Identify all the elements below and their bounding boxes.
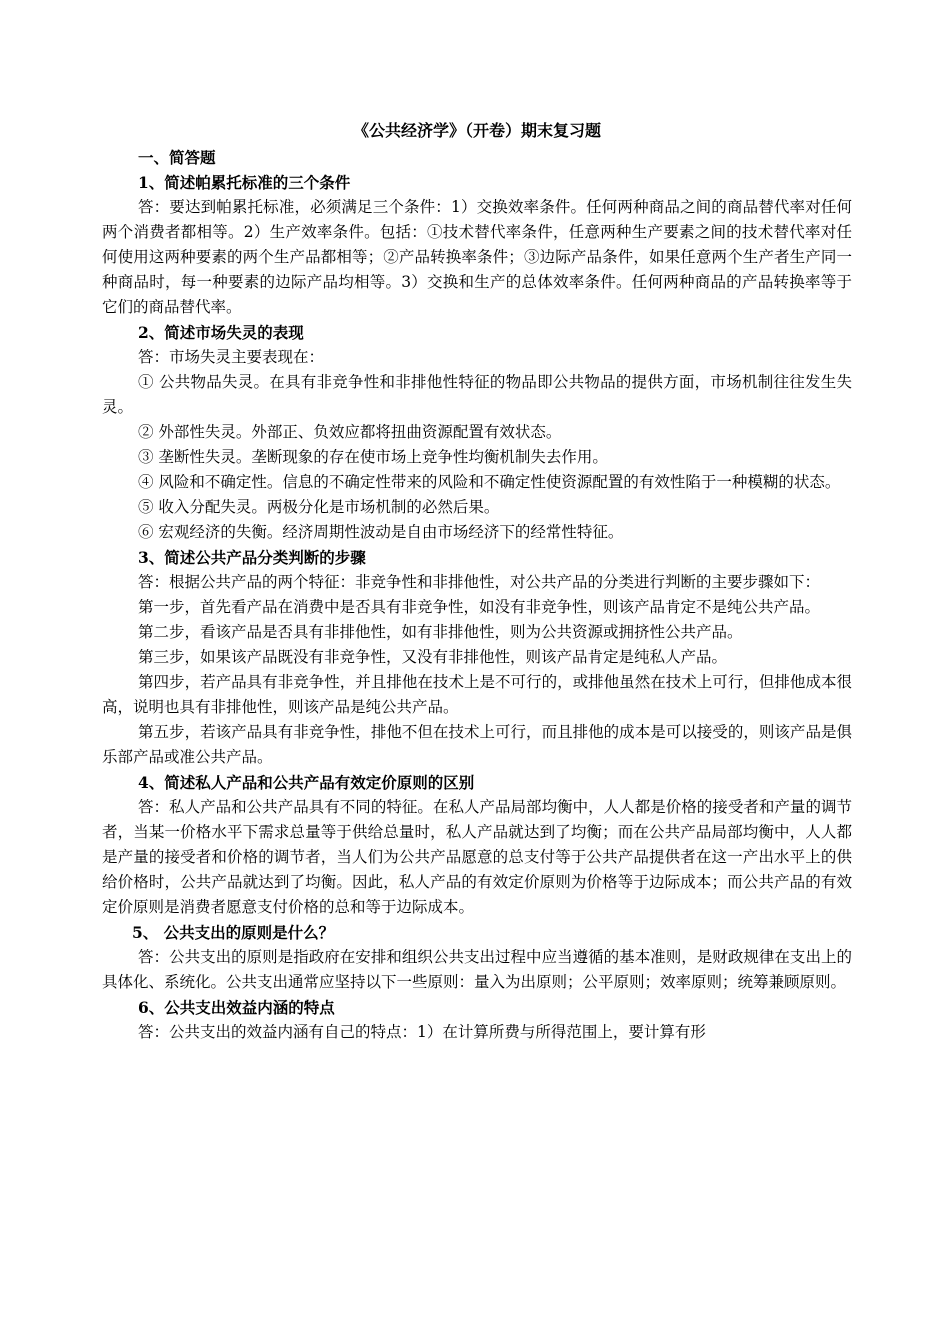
question-heading-3: 3、简述公共产品分类判断的步骤: [138, 548, 366, 567]
answer-paragraph: 答：要达到帕累托标准，必须满足三个条件：1）交换效率条件。任何两种商品之间的商品替代率对任何两个消费者都相等。2）生产效率条件。包括：①技术替代率条件，任意两种生产要素之间的技术替代率对任何使用这两种要素的两个生产品都相等；②产品转换率条件；③边际产品条件，如果任意两个生产者生产同一种商品时，每一种要素的边际产品均相等。3）交换和生产的总体效率条件。任何两种商品的产品转换率等于它们的商品替代率。: [102, 198, 852, 316]
answer-paragraph: ① 公共物品失灵。在具有非竞争性和非排他性特征的物品即公共物品的提供方面，市场机制往往发生失灵。: [102, 373, 852, 416]
document-page: [102, 118, 852, 1045]
document-title: 《公共经济学》（开卷）期末复习题: [352, 121, 601, 140]
answer-paragraph: ④ 风险和不确定性。信息的不确定性带来的风险和不确定性使资源配置的有效性陷于一种模糊的状态。: [138, 473, 841, 491]
answer-paragraph: 第四步，若产品具有非竞争性，并且排他在技术上是不可行的，或排他虽然在技术上可行，但排他成本很高，说明也具有非排他性，则该产品是纯公共产品。: [102, 673, 852, 716]
answer-paragraph: 第一步，首先看产品在消费中是否具有非竞争性，如没有非竞争性，则该产品肯定不是纯公共产品。: [138, 598, 821, 616]
question-heading-6: 6、公共支出效益内涵的特点: [138, 998, 335, 1017]
answer-paragraph: ⑤ 收入分配失灵。两极分化是市场机制的必然后果。: [138, 498, 500, 516]
answer-paragraph: 答：公共支出的原则是指政府在安排和组织公共支出过程中应当遵循的基本准则，是财政规律在支出上的具体化、系统化。公共支出通常应坚持以下一些原则：量入为出原则；公平原则；效率原则；统筹兼顾原则。: [102, 948, 852, 991]
answer-paragraph: 答：根据公共产品的两个特征：非竞争性和非排他性，对公共产品的分类进行判断的主要步骤如下：: [138, 573, 821, 591]
question-heading-2: 2、简述市场失灵的表现: [138, 323, 304, 342]
section-heading: 一、简答题: [138, 148, 216, 167]
answer-paragraph: 第三步，如果该产品既没有非竞争性，又没有非排他性，则该产品肯定是纯私人产品。: [138, 648, 728, 666]
question-heading-1: 1、简述帕累托标准的三个条件: [138, 173, 351, 192]
answer-paragraph: 第五步，若该产品具有非竞争性，排他不但在技术上可行，而且排他的成本是可以接受的，则该产品是俱乐部产品或准公共产品。: [102, 723, 852, 766]
answer-paragraph: 答：私人产品和公共产品具有不同的特征。在私人产品局部均衡中，人人都是价格的接受者和产量的调节者，当某一价格水平下需求总量等于供给总量时，私人产品就达到了均衡；而在公共产品局部均衡中，人人都是产量的接受者和价格的调节者，当人们为公共产品愿意的总支付等于公共产品提供者在这一产出水平上的供给价格时，公共产品就达到了均衡。因此，私人产品的有效定价原则为价格等于边际成本；而公共产品的有效定价原则是消费者愿意支付价格的总和等于边际成本。: [102, 798, 852, 916]
answer-paragraph: 答：公共支出的效益内涵有自己的特点：1）在计算所费与所得范围上，要计算有形: [138, 1023, 706, 1041]
answer-paragraph: ⑥ 宏观经济的失衡。经济周期性波动是自由市场经济下的经常性特征。: [138, 523, 624, 541]
question-heading-4: 4、简述私人产品和公共产品有效定价原则的区别: [138, 773, 475, 792]
answer-paragraph: 第二步，看该产品是否具有非排他性，如有非排他性，则为公共资源或拥挤性公共产品。: [138, 623, 743, 641]
answer-paragraph: 答：市场失灵主要表现在：: [138, 348, 325, 366]
answer-paragraph: ③ 垄断性失灵。垄断现象的存在使市场上竞争性均衡机制失去作用。: [138, 448, 608, 466]
answer-paragraph: ② 外部性失灵。外部正、负效应都将扭曲资源配置有效状态。: [138, 423, 562, 441]
question-heading-5: 5、 公共支出的原则是什么？: [132, 923, 335, 942]
